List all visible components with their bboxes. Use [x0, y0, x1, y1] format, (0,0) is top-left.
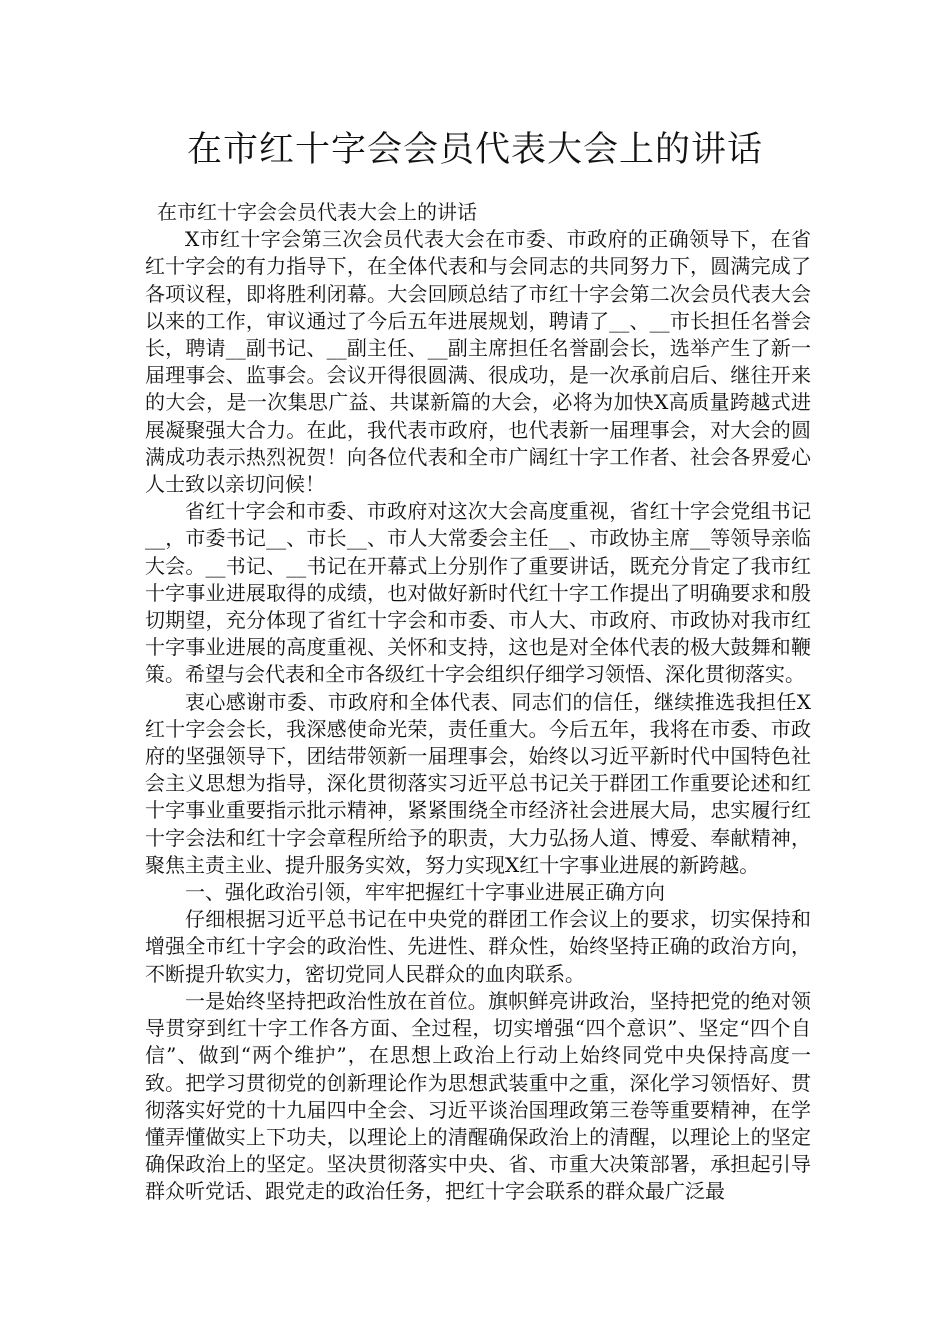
document-title: 在市红十字会会员代表大会上的讲话	[186, 130, 763, 170]
paragraph-4: 仔细根据习近平总书记在中央党的群团工作会议上的要求，切实保持和增强全市红十字会的政治性、先进性、群众性，始终坚持正确的政治方向，不断提升软实力，密切党同人民群众的血肉联系。	[145, 907, 811, 986]
document-body	[145, 199, 811, 1206]
paragraph-1: X市红十字会第三次会员代表大会在市委、市政府的正确领导下，在省红十字会的有力指导下，在全体代表和与会同志的共同努力下，圆满完成了各项议程，即将胜利闭幕。大会回顾总结了市红十字会第二次会员代表大会以来的工作，审议通过了今后五年进展规划，聘请了__、__市长担任名誉会长，聘请__副书记、__副主任、__副主席担任名誉副会长，选举产生了新一届理事会、监事会。会议开得很圆满、很成功，是一次承前启后、继往开来的大会，是一次集思广益、共谋新篇的大会，必将为加快X高质量跨越式进展凝聚强大合力。在此，我代表市政府，也代表新一届理事会，对大会的圆满成功表示热烈祝贺！向各位代表和全市广阔红十字工作者、社会各界爱心人士致以亲切问候！	[145, 227, 811, 497]
document-subtitle: 在市红十字会会员代表大会上的讲话	[157, 200, 477, 224]
paragraph-2: 省红十字会和市委、市政府对这次大会高度重视，省红十字会党组书记__，市委书记__、市长__、市人大常委会主任__、市政协主席__等领导亲临大会。__书记、__书记在开幕式上分别作了重要讲话，既充分肯定了我市红十字事业进展取得的成绩，也对做好新时代红十字工作提出了明确要求和殷切期望，充分体现了省红十字会和市委、市人大、市政府、市政协对我市红十字事业进展的高度重视、关怀和支持，这也是对全体代表的极大鼓舞和鞭策。希望与会代表和全市各级红十字会组织仔细学习领悟、深化贯彻落实。	[145, 499, 811, 687]
paragraph-5: 一是始终坚持把政治性放在首位。旗帜鲜亮讲政治，坚持把党的绝对领导贯穿到红十字工作各方面、全过程，切实增强“四个意识”、坚定“四个自信”、做到“两个维护”，在思想上政治上行动上始终同党中央保持高度一致。把学习贯彻党的创新理论作为思想武装重中之重，深化学习领悟好、贯彻落实好党的十九届四中全会、习近平谈治国理政第三卷等重要精神，在学懂弄懂做实上下功夫，以理论上的清醒确保政治上的清醒，以理论上的坚定确保政治上的坚定。坚决贯彻落实中央、省、市重大决策部署，承担起引导群众听党话、跟党走的政治任务，把红十字会联系的群众最广泛最	[145, 988, 811, 1204]
paragraph-3: 衷心感谢市委、市政府和全体代表、同志们的信任，继续推选我担任X红十字会会长，我深感使命光荣，责任重大。今后五年，我将在市委、市政府的坚强领导下，团结带领新一届理事会，始终以习近平新时代中国特色社会主义思想为指导，深化贯彻落实习近平总书记关于群团工作重要论述和红十字事业重要指示批示精神，紧紧围绕全市经济社会进展大局，忠实履行红十字会法和红十字会章程所给予的职责，大力弘扬人道、博爱、奉献精神，聚焦主责主业、提升服务实效，努力实现X红十字事业进展的新跨越。	[145, 689, 811, 877]
section-heading-1: 一、强化政治引领，牢牢把握红十字事业进展正确方向	[185, 880, 665, 905]
